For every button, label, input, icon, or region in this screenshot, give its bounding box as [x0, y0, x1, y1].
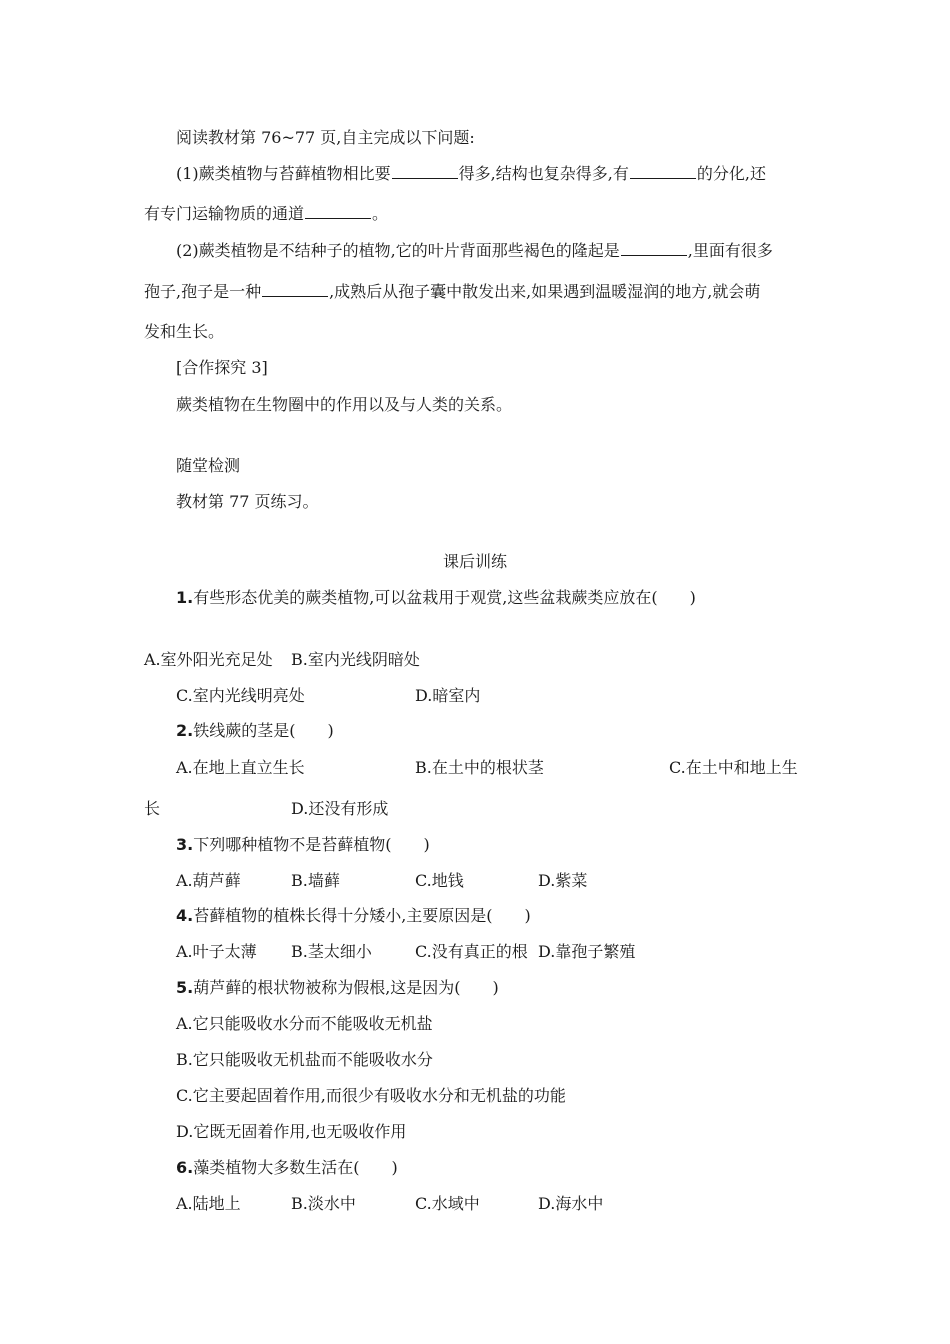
explore-text: 蕨类植物在生物圈中的作用以及与人类的关系。: [176, 395, 513, 414]
q2-text-a: (2)蕨类植物是不结种子的植物,它的叶片背面那些褐色的隆起是: [176, 241, 620, 260]
q6-option-d: D.海水中: [538, 1194, 604, 1213]
q4-option-d: D.靠孢子繁殖: [538, 942, 636, 961]
reading-q1-line1: [176, 164, 766, 184]
q3-option-c: C.地钱: [415, 871, 464, 890]
q1-option-b: B.室内光线阴暗处: [291, 650, 420, 669]
q1-text-e: 。: [372, 204, 389, 223]
check-heading: 随堂检测: [176, 456, 241, 475]
check-text: 教材第 77 页练习。: [176, 492, 319, 511]
q4-option-a: A.叶子太薄: [176, 942, 257, 961]
reading-q2-line2: [144, 282, 760, 302]
q3-option-a: A.葫芦藓: [176, 871, 241, 890]
question-stem: 铁线蕨的茎是( ): [193, 721, 334, 740]
question-stem: 葫芦藓的根状物被称为假根,这是因为( ): [193, 978, 499, 997]
q2-text-b: ,里面有很多: [687, 241, 773, 260]
q1-text-c: 的分化,还: [696, 164, 766, 183]
question-stem: 藻类植物大多数生活在( ): [193, 1158, 398, 1177]
question-6: [176, 1158, 398, 1178]
question-stem: 下列哪种植物不是苔藓植物( ): [193, 835, 430, 854]
q1-blank-2: [630, 164, 696, 179]
q2-text-d: ,成熟后从孢子囊中散发出来,如果遇到温暖湿润的地方,就会萌: [329, 282, 761, 301]
question-3: [176, 835, 430, 855]
reading-q2-line3: 发和生长。: [144, 322, 225, 341]
question-number: 3.: [176, 835, 194, 854]
q4-option-c: C.没有真正的根: [415, 942, 528, 961]
q2-option-c-continued: 长: [144, 799, 161, 818]
question-number: 6.: [176, 1158, 194, 1177]
explore-heading: [合作探究 3]: [176, 358, 268, 377]
q6-option-c: C.水域中: [415, 1194, 480, 1213]
question-number: 4.: [176, 906, 194, 925]
q2-option-d: D.还没有形成: [291, 799, 389, 818]
question-2: [176, 721, 334, 741]
q4-option-b: B.茎太细小: [291, 942, 372, 961]
q5-option-d: D.它既无固着作用,也无吸收作用: [176, 1122, 407, 1141]
reading-q2-line1: [176, 241, 773, 261]
question-stem: 苔藓植物的植株长得十分矮小,主要原因是( ): [193, 906, 531, 925]
reading-q1-line2: [144, 204, 388, 224]
q2-option-b: B.在土中的根状茎: [415, 758, 544, 777]
q3-option-b: B.墙藓: [291, 871, 340, 890]
q6-option-b: B.淡水中: [291, 1194, 356, 1213]
q2-text-c: 孢子,孢子是一种: [144, 282, 262, 301]
q5-option-c: C.它主要起固着作用,而很少有吸收水分和无机盐的功能: [176, 1086, 566, 1105]
reading-intro: 阅读教材第 76~77 页,自主完成以下问题:: [176, 128, 475, 147]
q1-text-b: 得多,结构也复杂得多,有: [458, 164, 629, 183]
question-5: [176, 978, 499, 998]
q1-option-c: C.室内光线明亮处: [176, 686, 305, 705]
q1-blank-3: [305, 204, 371, 219]
question-number: 5.: [176, 978, 194, 997]
q1-text-d: 有专门运输物质的通道: [144, 204, 305, 223]
q1-option-d: D.暗室内: [415, 686, 481, 705]
training-title: 课后训练: [442, 552, 507, 571]
q2-blank-2: [262, 282, 328, 297]
q6-option-a: A.陆地上: [176, 1194, 241, 1213]
question-number: 1.: [176, 588, 194, 607]
q2-option-c: C.在土中和地上生: [669, 758, 798, 777]
q1-option-a: A.室外阳光充足处: [144, 650, 273, 669]
q5-option-b: B.它只能吸收无机盐而不能吸收水分: [176, 1050, 433, 1069]
q1-text-a: (1)蕨类植物与苔藓植物相比要: [176, 164, 391, 183]
q5-option-a: A.它只能吸收水分而不能吸收无机盐: [176, 1014, 433, 1033]
question-stem: 有些形态优美的蕨类植物,可以盆栽用于观赏,这些盆栽蕨类应放在( ): [193, 588, 696, 607]
question-1: [176, 588, 696, 608]
q3-option-d: D.紫菜: [538, 871, 588, 890]
q1-blank-1: [392, 164, 458, 179]
question-number: 2.: [176, 721, 194, 740]
question-4: [176, 906, 531, 926]
q2-option-a: A.在地上直立生长: [176, 758, 305, 777]
q2-blank-1: [621, 241, 687, 256]
